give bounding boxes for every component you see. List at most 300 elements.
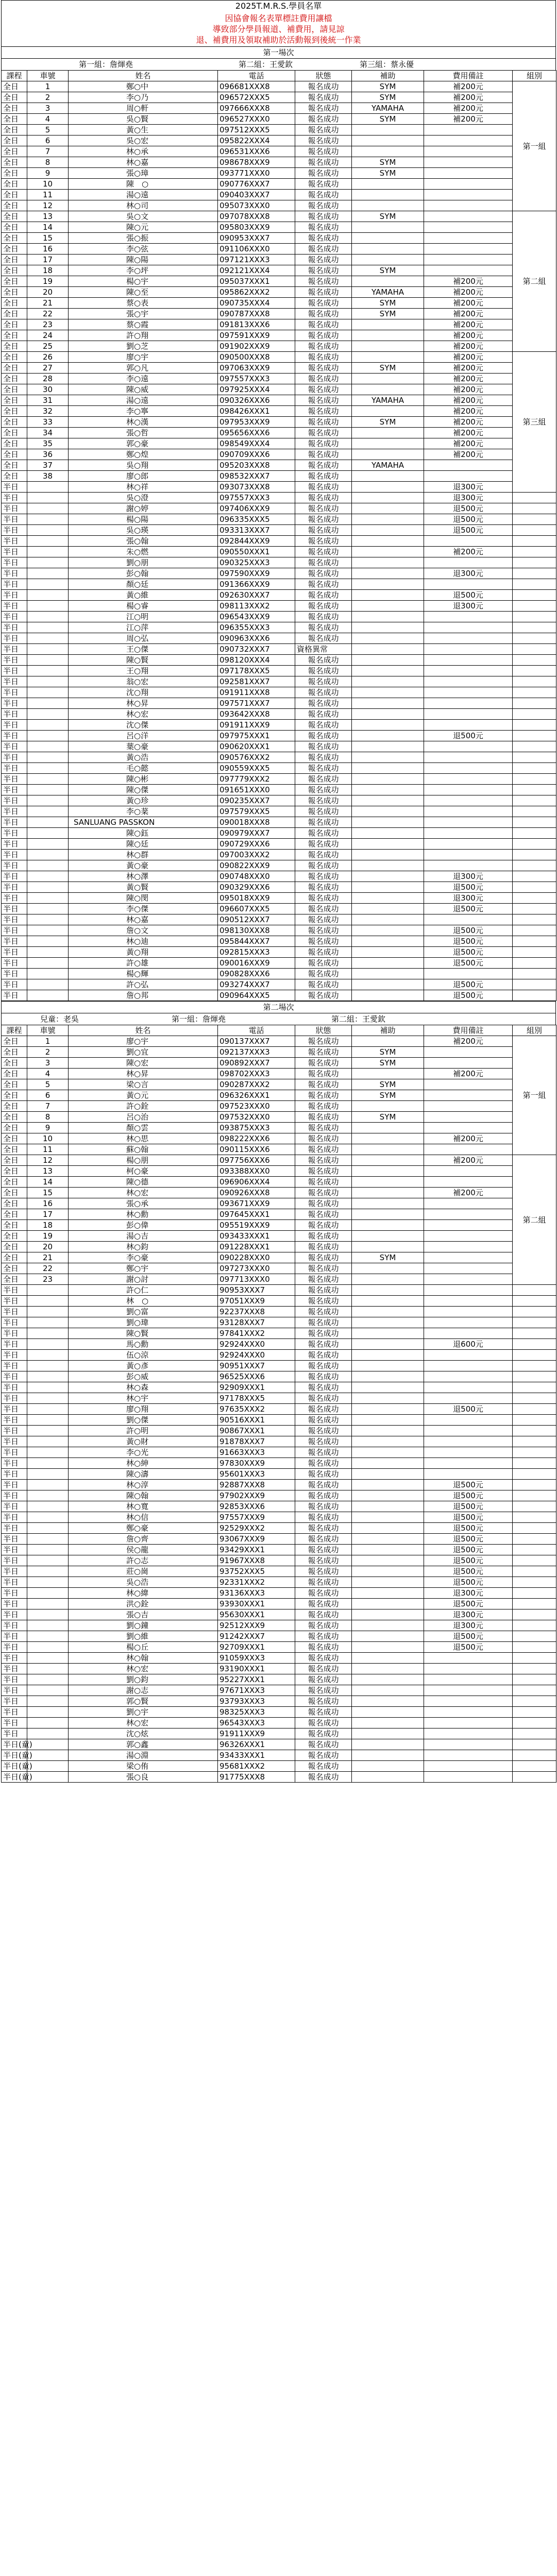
subsidy-cell — [352, 633, 424, 644]
table-row — [2, 1188, 556, 1198]
name-cell: 楊○宇 — [69, 276, 218, 287]
car-number-cell: 14 — [27, 222, 69, 233]
table-row — [2, 406, 556, 417]
phone-cell: 095656XXX6 — [218, 428, 295, 438]
car-number-cell: 20 — [27, 1242, 69, 1252]
fee-note-cell: 退500元 — [424, 882, 513, 893]
subsidy-cell — [352, 503, 424, 514]
name-cell: 郭○凡 — [69, 363, 218, 374]
car-number-cell — [27, 1415, 69, 1426]
roster-sheet — [1, 0, 556, 1783]
phone-cell: 090732XXX7 — [218, 644, 295, 655]
group-leader: 第二組：王愛欽 — [239, 60, 293, 69]
status-cell: 報名成功 — [295, 806, 352, 817]
group-cell — [513, 1577, 556, 1588]
status-cell: 報名成功 — [295, 1599, 352, 1609]
status-cell: 報名成功 — [295, 969, 352, 979]
table-row — [2, 904, 556, 914]
group-cell — [513, 720, 556, 731]
name-cell: 劉○宇 — [69, 1707, 218, 1718]
status-cell: 報名成功 — [295, 990, 352, 1001]
phone-cell: 97841XXX2 — [218, 1328, 295, 1339]
car-number-cell — [27, 1718, 69, 1728]
fee-note-cell: 退300元 — [424, 893, 513, 904]
course-cell: 半日 — [2, 1599, 27, 1609]
car-number-cell — [27, 1361, 69, 1371]
course-cell: 全日 — [2, 1155, 27, 1166]
course-cell: 全日 — [2, 298, 27, 309]
fee-note-cell — [424, 698, 513, 709]
status-cell: 報名成功 — [295, 1512, 352, 1523]
status-cell: 報名成功 — [295, 1058, 352, 1069]
status-cell: 報名成功 — [295, 1674, 352, 1685]
status-cell: 報名成功 — [295, 1155, 352, 1166]
course-cell: 全日 — [2, 1133, 27, 1144]
status-cell: 報名成功 — [295, 1393, 352, 1404]
table-row — [2, 785, 556, 795]
status-cell: 報名成功 — [295, 579, 352, 590]
phone-cell: 093671XXX9 — [218, 1198, 295, 1209]
fee-note-cell — [424, 1285, 513, 1296]
course-cell: 半日 — [2, 1307, 27, 1317]
phone-cell: 090512XXX7 — [218, 914, 295, 925]
table-row — [2, 1415, 556, 1426]
group-cell — [513, 763, 556, 774]
status-cell: 報名成功 — [295, 319, 352, 330]
status-cell: 報名成功 — [295, 330, 352, 341]
name-cell: 李○遠 — [69, 374, 218, 384]
subsidy-cell: SYM — [352, 168, 424, 179]
phone-cell: 093642XXX8 — [218, 709, 295, 720]
subsidy-cell: YAMAHA — [352, 103, 424, 114]
group-cell — [513, 568, 556, 579]
status-cell: 報名成功 — [295, 1631, 352, 1642]
status-cell: 報名成功 — [295, 103, 352, 114]
subsidy-cell — [352, 233, 424, 244]
fee-note-cell — [424, 969, 513, 979]
fee-note-cell: 補200元 — [424, 1188, 513, 1198]
phone-cell: 097645XXX1 — [218, 1209, 295, 1220]
subsidy-cell — [352, 471, 424, 482]
subsidy-cell — [352, 1772, 424, 1783]
car-number-cell — [27, 1426, 69, 1436]
phone-cell: 098113XXX2 — [218, 601, 295, 612]
course-cell: 半日 — [2, 979, 27, 990]
status-cell: 報名成功 — [295, 287, 352, 298]
table-row — [2, 817, 556, 828]
table-row — [2, 795, 556, 806]
phone-cell: 98325XXX3 — [218, 1707, 295, 1718]
name-cell: 江○明 — [69, 612, 218, 622]
fee-note-cell — [424, 1350, 513, 1361]
name-cell: 蘇○翰 — [69, 1144, 218, 1155]
course-cell: 全日 — [2, 428, 27, 438]
phone-cell: 095018XXX9 — [218, 893, 295, 904]
car-number-cell — [27, 1620, 69, 1631]
subsidy-cell — [352, 1242, 424, 1252]
table-row — [2, 1166, 556, 1177]
car-number-cell — [27, 1458, 69, 1469]
subsidy-cell — [352, 330, 424, 341]
subsidy-cell — [352, 1545, 424, 1555]
name-cell: 葉○豪 — [69, 741, 218, 752]
table-row — [2, 1620, 556, 1631]
session-title: 第二場次 — [1, 1001, 556, 1013]
course-cell: 半日 — [2, 936, 27, 947]
table-row — [2, 1447, 556, 1458]
name-cell: 梁○侑 — [69, 1761, 218, 1772]
course-cell: 全日 — [2, 341, 27, 352]
fee-note-cell: 退300元 — [424, 1588, 513, 1599]
phone-cell: 095862XXX2 — [218, 287, 295, 298]
column-header: 課程 — [2, 1025, 27, 1036]
subsidy-cell — [352, 969, 424, 979]
car-number-cell — [27, 1772, 69, 1783]
table-row — [2, 547, 556, 557]
table-row — [2, 774, 556, 785]
course-cell: 全日 — [2, 1198, 27, 1209]
group-cell — [513, 1707, 556, 1718]
course-cell: 半日 — [2, 493, 27, 503]
car-number-cell — [27, 590, 69, 601]
status-cell: 報名成功 — [295, 633, 352, 644]
car-number-cell — [27, 979, 69, 990]
group-cell — [513, 666, 556, 676]
subsidy-cell — [352, 958, 424, 969]
car-number-cell — [27, 1685, 69, 1696]
subsidy-cell — [352, 817, 424, 828]
car-number-cell: 13 — [27, 211, 69, 222]
name-cell: 詹○文 — [69, 925, 218, 936]
name-cell: 湯○遠 — [69, 190, 218, 200]
group-cell — [513, 795, 556, 806]
name-cell: 湯○遠 — [69, 395, 218, 406]
subsidy-cell — [352, 731, 424, 741]
subsidy-cell: SYM — [352, 417, 424, 428]
table-row — [2, 1047, 556, 1058]
car-number-cell — [27, 806, 69, 817]
course-cell: 半日 — [2, 882, 27, 893]
name-cell: 廖○宇 — [69, 1036, 218, 1047]
fee-note-cell — [424, 135, 513, 146]
group-cell — [513, 925, 556, 936]
fee-note-cell — [424, 850, 513, 860]
car-number-cell: 25 — [27, 341, 69, 352]
name-cell: 張○吉 — [69, 1609, 218, 1620]
course-cell: 半日 — [2, 1285, 27, 1296]
name-cell: 許○仁 — [69, 1285, 218, 1296]
course-cell: 全日 — [2, 1123, 27, 1133]
subsidy-cell — [352, 547, 424, 557]
name-cell: 陳○翰 — [69, 1490, 218, 1501]
name-cell: 林○勳 — [69, 1209, 218, 1220]
group-cell — [513, 644, 556, 655]
table-row — [2, 190, 556, 200]
table-row — [2, 525, 556, 536]
name-cell: 沈○傑 — [69, 720, 218, 731]
course-cell: 半日 — [2, 860, 27, 871]
car-number-cell — [27, 1436, 69, 1447]
subsidy-cell — [352, 1512, 424, 1523]
phone-cell: 090550XXX1 — [218, 547, 295, 557]
name-cell: 劉○宜 — [69, 1047, 218, 1058]
group-cell — [513, 1609, 556, 1620]
fee-note-cell — [424, 200, 513, 211]
status-cell: 報名成功 — [295, 1252, 352, 1263]
fee-note-cell: 退500元 — [424, 1523, 513, 1534]
subsidy-cell — [352, 384, 424, 395]
phone-cell: 097557XXX3 — [218, 374, 295, 384]
fee-note-cell: 退300元 — [424, 1620, 513, 1631]
name-cell: 許○弘 — [69, 979, 218, 990]
table-row — [2, 1653, 556, 1664]
phone-cell: 91663XXX3 — [218, 1447, 295, 1458]
phone-cell: 090787XXX8 — [218, 309, 295, 319]
course-cell: 半日 — [2, 720, 27, 731]
status-cell: 報名成功 — [295, 1047, 352, 1058]
car-number-cell: 2 — [27, 92, 69, 103]
phone-cell: 93128XXX7 — [218, 1317, 295, 1328]
name-cell: 沈○翔 — [69, 687, 218, 698]
notice-line: 導致部分學員報道、補費用，請見諒 — [212, 24, 345, 34]
subsidy-cell — [352, 828, 424, 839]
status-cell: 報名成功 — [295, 1685, 352, 1696]
name-cell: 林○承 — [69, 146, 218, 157]
fee-note-cell: 補200元 — [424, 547, 513, 557]
course-cell: 全日 — [2, 309, 27, 319]
car-number-cell: 7 — [27, 146, 69, 157]
name-cell: 黃○賢 — [69, 882, 218, 893]
name-cell: 林○淳 — [69, 1480, 218, 1490]
fee-note-cell — [424, 1296, 513, 1307]
car-number-cell — [27, 990, 69, 1001]
fee-note-cell — [424, 1772, 513, 1783]
table-row — [2, 936, 556, 947]
table-row — [2, 1198, 556, 1209]
course-cell: 半日 — [2, 1631, 27, 1642]
car-number-cell — [27, 612, 69, 622]
name-cell: 林○寬 — [69, 1501, 218, 1512]
phone-cell: 090748XXX0 — [218, 871, 295, 882]
car-number-cell — [27, 1382, 69, 1393]
car-number-cell — [27, 904, 69, 914]
name-cell: 陳 ○ — [69, 179, 218, 190]
car-number-cell — [27, 687, 69, 698]
phone-cell: 097532XXX0 — [218, 1112, 295, 1123]
group-cell — [513, 1620, 556, 1631]
car-number-cell: 11 — [27, 190, 69, 200]
course-cell: 半日 — [2, 514, 27, 525]
table-row — [2, 438, 556, 449]
table-row — [2, 211, 556, 222]
car-number-cell — [27, 1534, 69, 1545]
course-cell: 全日 — [2, 287, 27, 298]
group-cell — [513, 1317, 556, 1328]
table-row — [2, 568, 556, 579]
subsidy-cell — [352, 1718, 424, 1728]
column-header: 補助 — [352, 1025, 424, 1036]
group-leaders — [1, 1013, 556, 1025]
fee-note-cell — [424, 1263, 513, 1274]
phone-cell: 098120XXX4 — [218, 655, 295, 666]
status-cell: 報名成功 — [295, 374, 352, 384]
fee-note-cell — [424, 536, 513, 547]
table-row — [2, 1371, 556, 1382]
group-cell — [513, 1382, 556, 1393]
table-row — [2, 1642, 556, 1653]
name-cell: 劉○維 — [69, 1631, 218, 1642]
car-number-cell — [27, 655, 69, 666]
subsidy-cell: SYM — [352, 1112, 424, 1123]
table-row — [2, 503, 556, 514]
course-cell: 全日 — [2, 92, 27, 103]
course-cell: 全日 — [2, 211, 27, 222]
table-row — [2, 1361, 556, 1371]
fee-note-cell: 退500元 — [424, 925, 513, 936]
phone-cell: 92529XXX2 — [218, 1523, 295, 1534]
subsidy-cell — [352, 222, 424, 233]
car-number-cell — [27, 557, 69, 568]
table-row — [2, 1772, 556, 1783]
phone-cell: 91878XXX7 — [218, 1436, 295, 1447]
phone-cell: 90516XXX1 — [218, 1415, 295, 1426]
group-cell — [513, 752, 556, 763]
subsidy-cell — [352, 1036, 424, 1047]
name-cell: 鄭○豪 — [69, 1523, 218, 1534]
name-cell: 陳○鈺 — [69, 828, 218, 839]
phone-cell: 090828XXX6 — [218, 969, 295, 979]
table-row — [2, 1501, 556, 1512]
group-cell — [513, 860, 556, 871]
car-number-cell — [27, 1761, 69, 1772]
fee-note-cell: 退500元 — [424, 1599, 513, 1609]
car-number-cell — [27, 947, 69, 958]
group-label-cell: 第二組 — [513, 1155, 556, 1285]
table-row — [2, 633, 556, 644]
course-cell: 半日(童) — [2, 1761, 27, 1772]
subsidy-cell — [352, 590, 424, 601]
phone-cell: 095037XXX1 — [218, 276, 295, 287]
status-cell: 報名成功 — [295, 428, 352, 438]
table-row — [2, 1328, 556, 1339]
name-cell: 黃○珍 — [69, 795, 218, 806]
group-cell — [513, 579, 556, 590]
subsidy-cell — [352, 947, 424, 958]
group-cell — [513, 1642, 556, 1653]
name-cell: 張○璋 — [69, 168, 218, 179]
phone-cell: 091813XXX6 — [218, 319, 295, 330]
fee-note-cell: 補200元 — [424, 287, 513, 298]
phone-cell: 097063XXX9 — [218, 363, 295, 374]
fee-note-cell — [424, 255, 513, 265]
status-cell: 報名成功 — [295, 211, 352, 222]
status-cell: 報名成功 — [295, 1285, 352, 1296]
fee-note-cell — [424, 644, 513, 655]
status-cell: 報名成功 — [295, 936, 352, 947]
status-cell: 報名成功 — [295, 146, 352, 157]
car-number-cell — [27, 709, 69, 720]
status-cell: 報名成功 — [295, 1490, 352, 1501]
phone-cell: 092121XXX4 — [218, 265, 295, 276]
fee-note-cell: 補200元 — [424, 330, 513, 341]
table-row — [2, 1577, 556, 1588]
fee-note-cell — [424, 1469, 513, 1480]
status-cell: 報名成功 — [295, 817, 352, 828]
course-cell: 半日 — [2, 785, 27, 795]
subsidy-cell — [352, 612, 424, 622]
fee-note-cell — [424, 157, 513, 168]
name-cell: 陳○彬 — [69, 774, 218, 785]
column-header: 姓名 — [69, 1025, 218, 1036]
status-cell: 報名成功 — [295, 947, 352, 958]
course-cell: 全日 — [2, 460, 27, 471]
column-header: 費用備註 — [424, 1025, 513, 1036]
subsidy-cell — [352, 1426, 424, 1436]
fee-note-cell: 補200元 — [424, 298, 513, 309]
course-cell: 半日 — [2, 850, 27, 860]
subsidy-cell — [352, 1674, 424, 1685]
name-cell: 吳○澄 — [69, 493, 218, 503]
fee-note-cell: 補200元 — [424, 352, 513, 363]
table-row — [2, 1231, 556, 1242]
status-cell: 報名成功 — [295, 1371, 352, 1382]
name-cell: 許○翔 — [69, 330, 218, 341]
phone-cell: 92331XXX2 — [218, 1577, 295, 1588]
column-header: 課程 — [2, 71, 27, 81]
car-number-cell — [27, 958, 69, 969]
table-row — [2, 1177, 556, 1188]
car-number-cell: 21 — [27, 1252, 69, 1263]
phone-cell: 097557XXX3 — [218, 493, 295, 503]
car-number-cell: 13 — [27, 1166, 69, 1177]
name-cell: 許○雄 — [69, 958, 218, 969]
car-number-cell — [27, 676, 69, 687]
fee-note-cell — [424, 860, 513, 871]
status-cell: 報名成功 — [295, 893, 352, 904]
name-cell: 劉○傑 — [69, 1415, 218, 1426]
subsidy-cell: SYM — [352, 81, 424, 92]
fee-note-cell — [424, 1436, 513, 1447]
table-row — [2, 839, 556, 850]
course-cell: 全日 — [2, 222, 27, 233]
status-cell: 報名成功 — [295, 687, 352, 698]
name-cell: 林○宏 — [69, 709, 218, 720]
subsidy-cell — [352, 179, 424, 190]
table-row — [2, 1242, 556, 1252]
course-cell: 半日 — [2, 741, 27, 752]
status-cell: 報名成功 — [295, 417, 352, 428]
name-cell: 陳○閔 — [69, 893, 218, 904]
course-cell: 半日 — [2, 1447, 27, 1458]
fee-note-cell: 退500元 — [424, 1512, 513, 1523]
course-cell: 全日 — [2, 384, 27, 395]
car-number-cell — [27, 1339, 69, 1350]
name-cell: 洪○銓 — [69, 1599, 218, 1609]
status-cell: 報名成功 — [295, 828, 352, 839]
course-cell: 半日 — [2, 482, 27, 493]
status-cell: 報名成功 — [295, 1480, 352, 1490]
group-label-cell: 第三組 — [513, 352, 556, 493]
phone-cell: 090018XXX8 — [218, 817, 295, 828]
subsidy-cell — [352, 925, 424, 936]
fee-note-cell — [424, 676, 513, 687]
course-cell: 全日 — [2, 330, 27, 341]
course-cell: 半日 — [2, 1609, 27, 1620]
phone-cell: 090500XXX8 — [218, 352, 295, 363]
subsidy-cell: YAMAHA — [352, 287, 424, 298]
name-cell: 林○宇 — [69, 1393, 218, 1404]
car-number-cell — [27, 1296, 69, 1307]
